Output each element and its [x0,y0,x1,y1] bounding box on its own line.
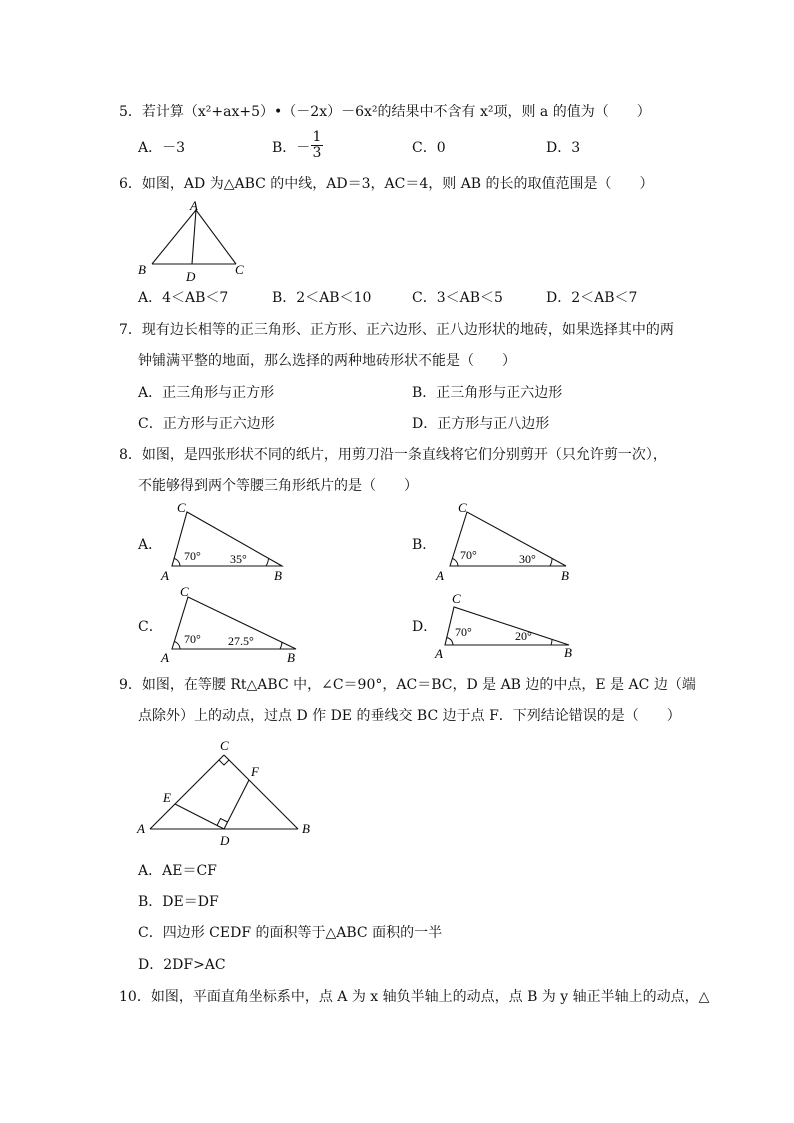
q8a-label-a: A [161,568,169,583]
q8-option-c-label: C． [138,619,163,635]
q8d-angle-b: 20° [515,629,532,643]
q5-option-c: C．0 [412,140,446,156]
q8d-label-b: B [564,645,572,660]
q9-label-f: F [251,764,259,779]
q6-option-d: D．2＜AB＜7 [546,290,638,306]
q8a-label-b: B [274,568,282,583]
q8-option-a-label: A． [138,537,163,553]
q6-label-d: D [186,269,196,284]
q8b-label-b: B [561,568,569,583]
q9-label-d: D [220,833,230,848]
q8d-angle-a: 70° [455,625,472,639]
q8-stem-line2: 不能够得到两个等腰三角形纸片的是（ ） [138,478,418,494]
q8-option-b-label: B． [412,537,437,553]
q8d-label-a: A [435,646,443,661]
q6-option-a: A．4＜AB＜7 [138,290,229,306]
q6-option-c: C．3＜AB＜5 [412,290,503,306]
q8a-angle-a: 70° [184,549,201,563]
q7-option-a: A．正三角形与正方形 [138,385,275,401]
q5-option-b-prefix: B．－ [272,140,311,156]
q9-option-d: D．2DF>AC [138,957,226,973]
q6-stem: 6．如图，AD 为△ABC 的中线，AD＝3，AC＝4，则 AB 的长的取值范围是（ ） [119,176,654,192]
q6-label-c: C [235,262,244,277]
q7-stem-line1: 7．现有边长相等的正三角形、正方形、正六边形、正八边形状的地砖，如果选择其中的两 [119,322,674,338]
q9-label-e: E [163,790,171,805]
q8d-label-c: C [452,591,461,606]
q5-fraction-denominator: 3 [312,145,322,161]
q8-stem-line1: 8．如图，是四张形状不同的纸片，用剪刀沿一条直线将它们分别剪开（只允许剪一次）， [119,447,667,463]
q9-label-a: A [137,821,145,836]
q8c-label-b: B [287,650,295,665]
q7-option-d: D．正方形与正八边形 [412,416,550,432]
q9-option-a: A．AE＝CF [138,863,217,879]
q5-option-d: D．3 [546,140,581,156]
q9-stem-line2: 点除外）上的动点，过点 D 作 DE 的垂线交 BC 边于点 F．下列结论错误的是（ ） [138,708,681,724]
q9-stem-line1: 9．如图，在等腰 Rt△ABC 中，∠C＝90°，AC＝BC，D 是 AB 边的中点，E 是 AC 边（端 [119,677,696,693]
q7-stem-line2: 钟铺满平整的地面，那么选择的两种地砖形状不能是（ ） [138,353,516,369]
q6-label-a: A [190,198,198,213]
q6-label-b: B [138,262,146,277]
q10-stem: 10．如图，平面直角坐标系中，点 A 为 x 轴负半轴上的动点，点 B 为 y 轴正半轴上的动点，△ [119,989,710,1005]
q8-option-d-label: D． [412,619,438,635]
q6-option-b: B．2＜AB＜10 [272,290,372,306]
q9-option-b: B．DE＝DF [138,894,219,910]
q5-option-a: A．－3 [138,140,186,156]
q8c-angle-a: 70° [184,632,201,646]
q8a-label-c: C [177,500,186,515]
q8b-angle-a: 70° [460,548,477,562]
q9-option-c: C．四边形 CEDF 的面积等于△ABC 面积的一半 [138,925,443,941]
q8b-label-c: C [458,500,467,515]
q8c-label-a: A [161,650,169,665]
q8b-angle-b: 30° [519,552,536,566]
q5-stem: 5．若计算（x²+ax+5）•（－2x）－6x²的结果中不含有 x²项，则 a 的值为（ ） [119,104,651,120]
q8c-label-c: C [180,584,189,599]
q8c-angle-b: 27.5° [228,634,254,648]
q8b-label-a: A [436,568,444,583]
q7-option-b: B．正三角形与正六边形 [412,385,563,401]
q8a-angle-b: 35° [230,552,247,566]
q9-label-b: B [302,821,310,836]
q9-label-c: C [220,738,229,753]
q5-fraction-numerator: 1 [312,129,322,145]
q7-option-c: C．正方形与正六边形 [138,416,275,432]
